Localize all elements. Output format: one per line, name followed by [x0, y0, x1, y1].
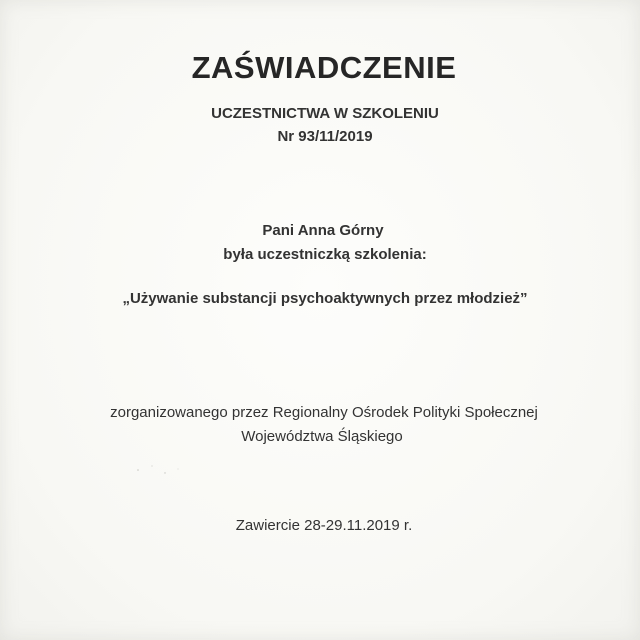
certificate-title: ZAŚWIADCZENIE: [191, 50, 457, 85]
certificate-number: Nr 93/11/2019: [277, 128, 373, 145]
organizer-line-1: zorganizowanego przez Regionalny Ośrodek Polityki Społecznej: [110, 404, 538, 421]
place-and-date: Zawiercie 28-29.11.2019 r.: [235, 517, 413, 534]
organizer-line-2: Województwa Śląskiego: [241, 428, 403, 445]
scan-specks: [130, 460, 190, 480]
course-title: „Używanie substancji psychoaktywnych przez młodzież”: [122, 290, 528, 307]
certificate-subtitle: UCZESTNICTWA W SZKOLENIU: [211, 105, 439, 122]
participation-statement: była uczestniczką szkolenia:: [223, 246, 427, 263]
recipient-name: Pani Anna Górny: [262, 222, 384, 239]
